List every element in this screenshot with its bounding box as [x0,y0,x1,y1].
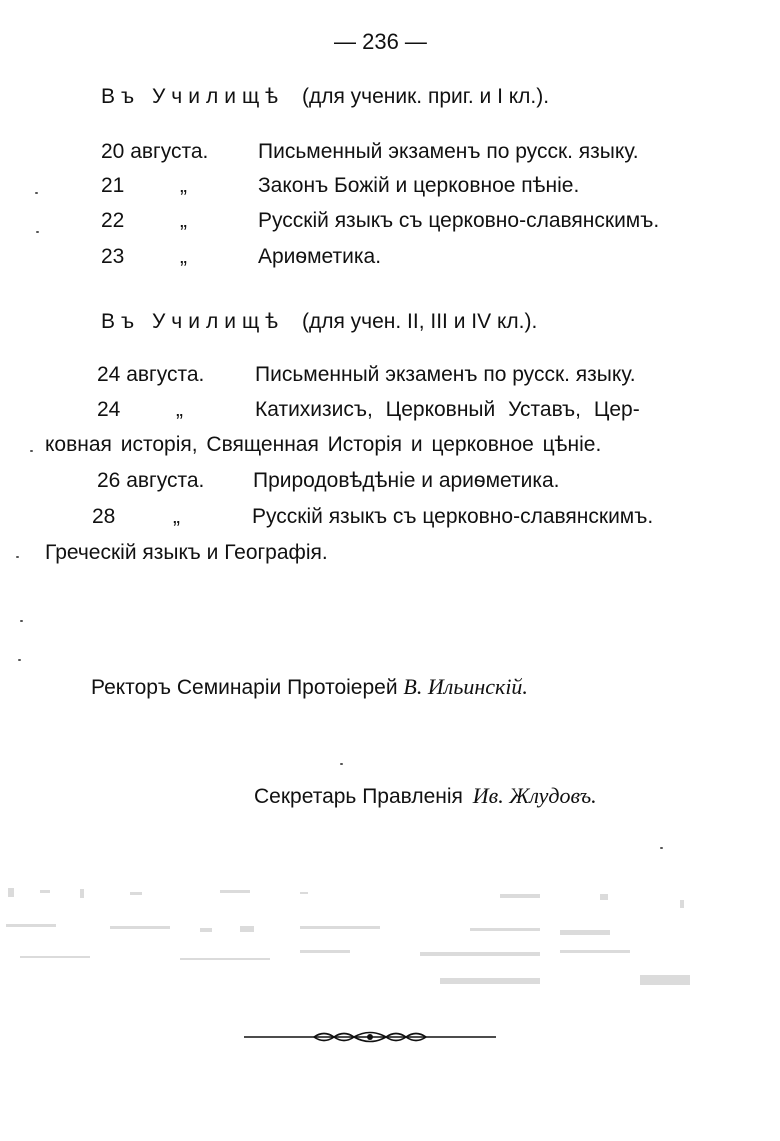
ornamental-divider [244,1026,496,1048]
margin-speck [18,659,21,661]
schedule-2-row-2-ditto: „ [176,398,183,421]
rector-title: Ректоръ Семинаріи Протоіерей [91,676,398,699]
schedule-1-row-3-ditto: „ [180,209,187,232]
margin-speck [35,192,38,194]
secretary-signature [254,783,597,810]
margin-speck [660,847,663,849]
margin-speck [30,450,33,452]
schedule-2-row-3-subject: Природовѣдѣніе и ариѳметика. [253,469,560,492]
rector-signature [91,674,528,701]
margin-speck [16,556,19,558]
schedule-2-row-4-ditto: „ [173,505,180,528]
secretary-name: Ив. Жлудовъ. [472,783,597,808]
schedule-1-row-2-date: 21 [101,174,125,197]
schedule-2-row-4-subject: Русскій языкъ съ церковно-славянскимъ. [252,505,654,528]
section-heading-2-note: (для учен. II, III и IV кл.). [301,310,538,333]
schedule-1-row-4-subject: Ариѳметика. [258,245,382,268]
bleed-through-texture [0,880,700,1000]
schedule-1-row-4-ditto: „ [180,245,187,268]
schedule-2-row-3-date: 26 августа. [97,469,205,492]
section-heading-2-title: Въ Училищѣ [101,310,285,333]
schedule-2-row-2-date: 24 [97,398,121,421]
schedule-1-row-4-date: 23 [101,245,125,268]
section-heading-2 [101,309,537,335]
section-heading-1-title: Въ Училищѣ [101,85,285,108]
schedule-1-row-3-subject: Русскій языкъ съ церковно-славянскимъ. [258,209,660,232]
rector-name: В. Ильинскій. [403,674,528,699]
section-heading-1-note: (для ученик. приг. и I кл.). [301,85,550,108]
margin-speck [36,231,39,233]
bleed-through-area [0,880,700,1000]
schedule-2-row-2-subject: Катихизисъ, Церковный Уставъ, Цер- [255,398,640,421]
schedule-2-row-4-continuation: Греческій языкъ и Географія. [45,541,328,564]
schedule-2-row-1-subject: Письменный экзаменъ по русск. языку. [255,363,636,386]
schedule-2-row-2-continuation: ковная исторія, Священная Исторія и церковное цѣніе. [45,433,602,456]
secretary-title: Секретарь Правленія [254,785,463,808]
page-number: — 236 — [334,29,427,54]
schedule-1-row-2-ditto: „ [180,174,187,197]
schedule-1-row-2-subject: Законъ Божій и церковное пѣніе. [258,174,580,197]
margin-speck [20,620,23,622]
schedule-1-row-3-date: 22 [101,209,125,232]
schedule-2-row-4-date: 28 [92,505,116,528]
schedule-1-row-1-date: 20 августа. [101,140,209,163]
margin-speck [340,763,343,765]
schedule-1-row-1-subject: Письменный экзаменъ по русск. языку. [258,140,639,163]
section-heading-1 [101,84,549,110]
schedule-2-row-1-date: 24 августа. [97,363,205,386]
